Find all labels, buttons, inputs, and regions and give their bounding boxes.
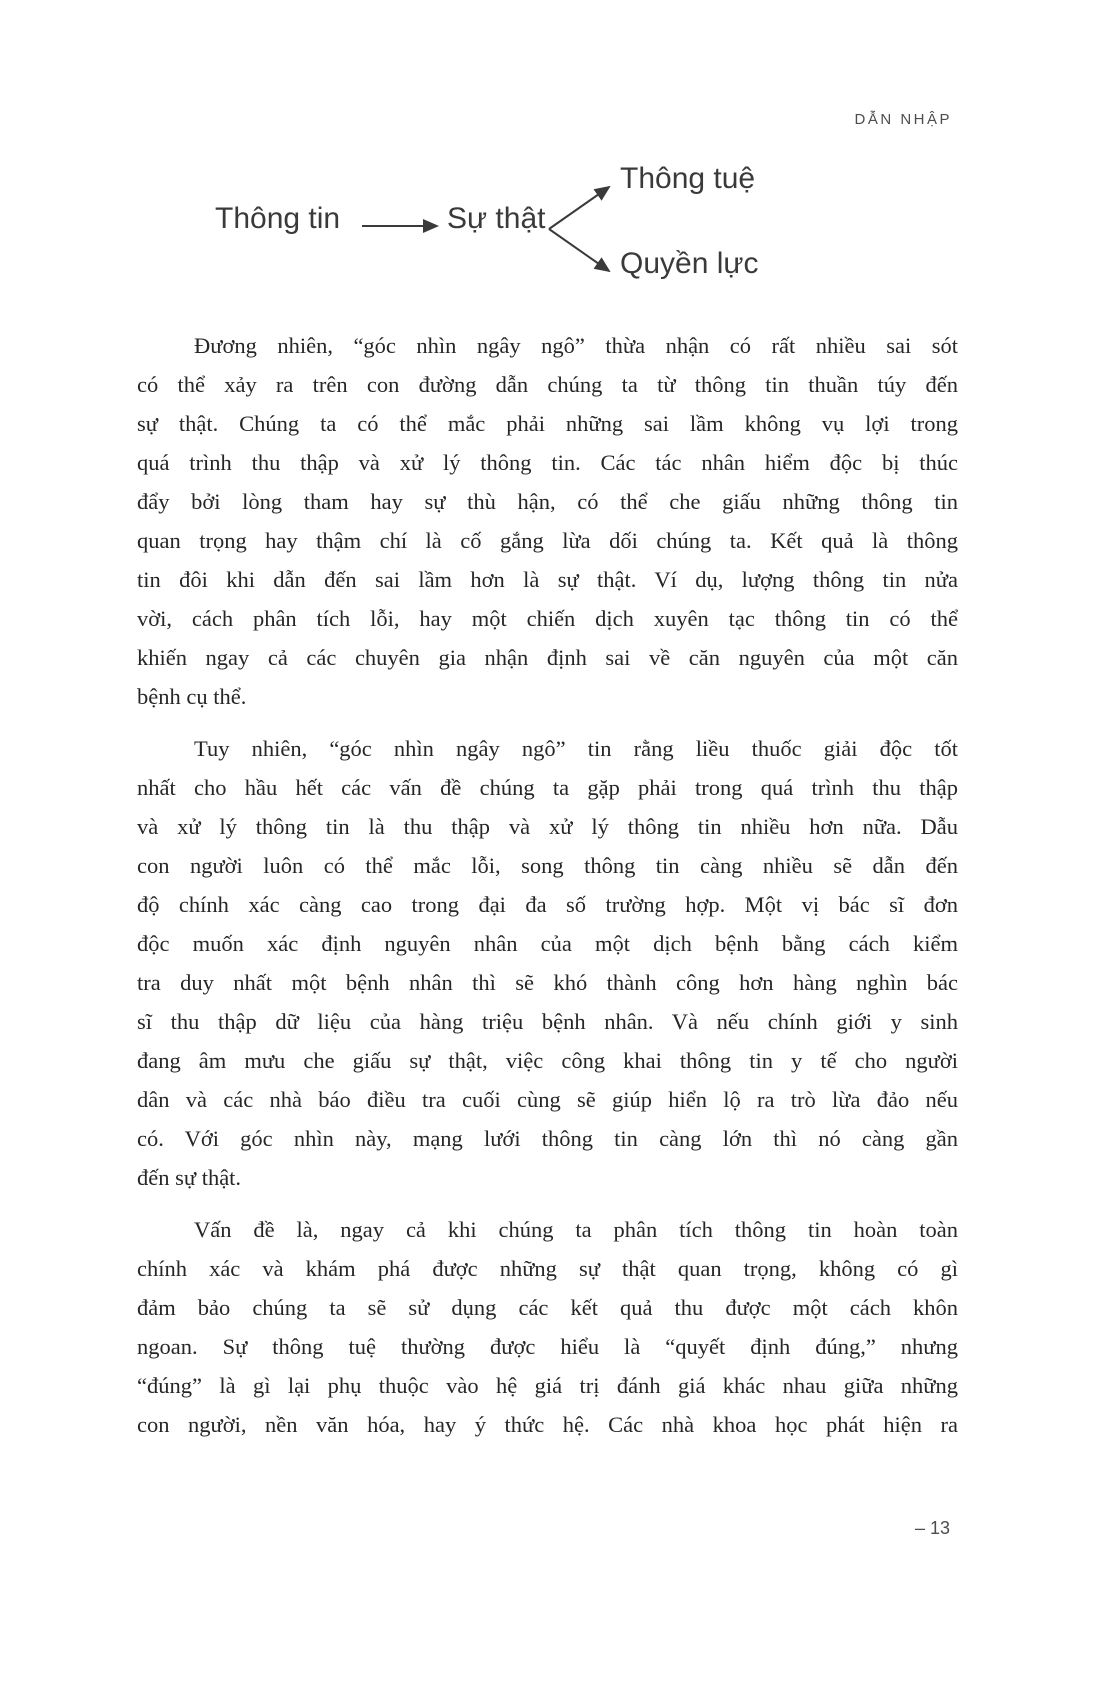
text-line: khiến ngay cả các chuyên gia nhận định sai về căn nguyên của một căn [137, 645, 958, 670]
text-line: con người luôn có thể mắc lỗi, song thông tin càng nhiều sẽ dẫn đến [137, 853, 958, 878]
information-flow-diagram [0, 150, 1100, 310]
text-line: và xử lý thông tin là thu thập và xử lý thông tin nhiều hơn nữa. Dẫu [137, 814, 958, 839]
text-line: “đúng” là gì lại phụ thuộc vào hệ giá trị đánh giá khác nhau giữa những [137, 1373, 958, 1398]
text-line: tin đôi khi dẫn đến sai lầm hơn là sự thật. Ví dụ, lượng thông tin nửa [137, 567, 958, 592]
text-line: độ chính xác càng cao trong đại đa số trường hợp. Một vị bác sĩ đơn [137, 892, 958, 917]
text-line: ngoan. Sự thông tuệ thường được hiểu là “quyết định đúng,” nhưng [137, 1334, 958, 1359]
text-line: độc muốn xác định nguyên nhân của một dịch bệnh bằng cách kiểm [137, 931, 958, 956]
text-line: quá trình thu thập và xử lý thông tin. Các tác nhân hiểm độc bị thúc [137, 450, 958, 475]
text-line: tra duy nhất một bệnh nhân thì sẽ khó thành công hơn hàng nghìn bác [137, 970, 958, 995]
text-line: sĩ thu thập dữ liệu của hàng triệu bệnh nhân. Và nếu chính giới y sinh [137, 1009, 958, 1034]
paragraph [137, 326, 958, 716]
text-line: dân và các nhà báo điều tra cuối cùng sẽ giúp hiển lộ ra trò lừa đảo nếu [137, 1087, 958, 1112]
text-line: Tuy nhiên, “góc nhìn ngây ngô” tin rằng liều thuốc giải độc tốt [194, 736, 958, 761]
text-line: Vấn đề là, ngay cả khi chúng ta phân tích thông tin hoàn toàn [194, 1217, 958, 1242]
page-number: – 13 [914, 1518, 950, 1538]
text-line: chính xác và khám phá được những sự thật quan trọng, không có gì [137, 1256, 958, 1281]
text-line: đẩy bởi lòng tham hay sự thù hận, có thể che giấu những thông tin [137, 489, 958, 514]
text-line: sự thật. Chúng ta có thể mắc phải những sai lầm không vụ lợi trong [137, 411, 958, 436]
text-line: con người, nền văn hóa, hay ý thức hệ. Các nhà khoa học phát hiện ra [137, 1412, 958, 1437]
diagram-node-su-that: Sự thật [447, 202, 546, 235]
arrow-truth-to-wisdom [549, 187, 609, 229]
text-line: có thể xảy ra trên con đường dẫn chúng ta từ thông tin thuần túy đến [137, 372, 958, 397]
paragraph [137, 1210, 958, 1444]
diagram-node-thong-tue: Thông tuệ [620, 162, 756, 195]
text-line: có. Với góc nhìn này, mạng lưới thông tin càng lớn thì nó càng gần [137, 1126, 958, 1151]
running-header: DẪN NHẬP [854, 111, 952, 128]
paragraph [137, 729, 958, 1197]
diagram-node-thong-tin: Thông tin [215, 202, 341, 235]
text-line: đảm bảo chúng ta sẽ sử dụng các kết quả thu được một cách khôn [137, 1295, 958, 1320]
text-line: đến sự thật. [137, 1165, 242, 1190]
arrow-truth-to-power [549, 229, 609, 271]
text-line: bệnh cụ thể. [137, 684, 247, 709]
text-line: đang âm mưu che giấu sự thật, việc công khai thông tin y tế cho người [137, 1048, 958, 1073]
text-line: nhất cho hầu hết các vấn đề chúng ta gặp phải trong quá trình thu thập [137, 775, 958, 800]
diagram-node-quyen-luc: Quyền lực [620, 247, 759, 280]
text-line: quan trọng hay thậm chí là cố gắng lừa dối chúng ta. Kết quả là thông [137, 528, 958, 553]
text-line: Đương nhiên, “góc nhìn ngây ngô” thừa nhận có rất nhiều sai sót [194, 333, 958, 358]
text-line: vời, cách phân tích lỗi, hay một chiến dịch xuyên tạc thông tin có thể [137, 606, 958, 631]
body-text [137, 326, 958, 1444]
